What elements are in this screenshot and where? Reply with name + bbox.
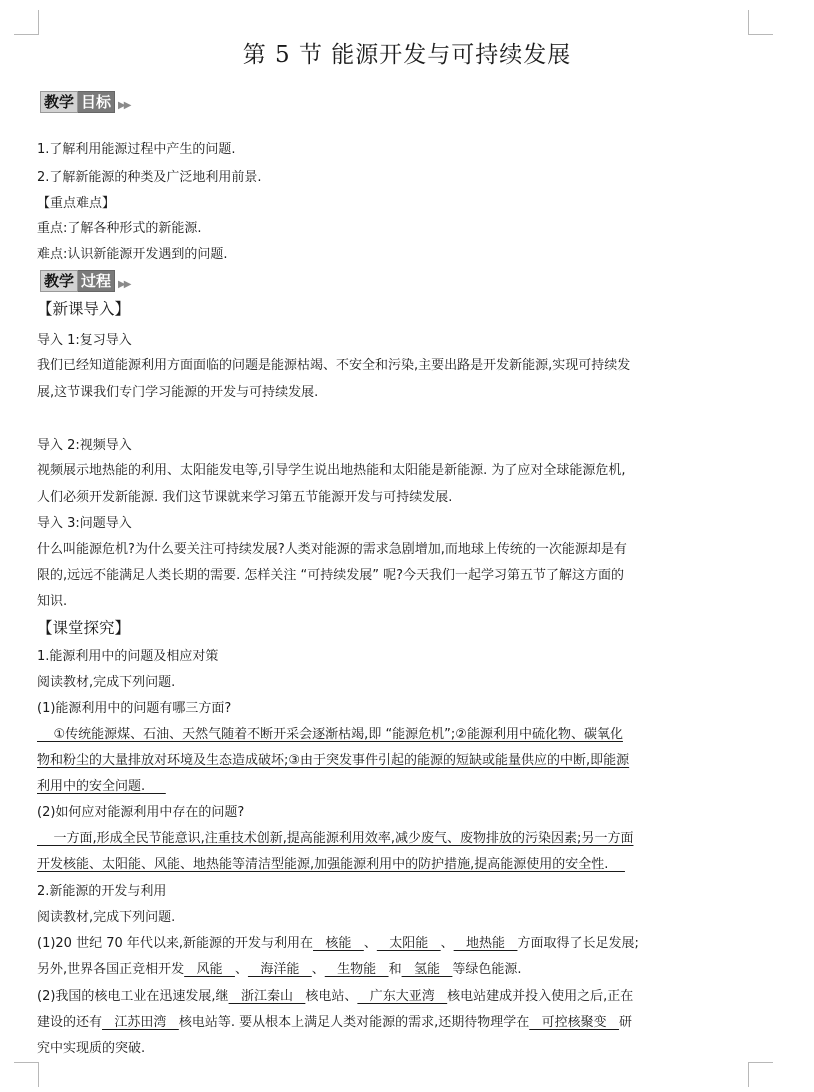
part-2-heading: 2.新能源的开发与利用 bbox=[37, 884, 167, 899]
banner-part-2: 过程 bbox=[78, 270, 115, 292]
banner-part-1: 教学 bbox=[40, 270, 78, 292]
answer-line: ①传统能源煤、石油、天然气随着不断开采会逐渐枯竭,即 “能源危机”;②能源利用中硫化物、碳氧化 bbox=[37, 727, 623, 742]
intro-heading: 【新课导入】 bbox=[37, 300, 131, 318]
paragraph-line: 知识. bbox=[37, 594, 68, 609]
part-1-instruction: 阅读教材,完成下列问题. bbox=[37, 675, 176, 690]
part-1-question-2: (2)如何应对能源利用中存在的问题? bbox=[37, 805, 245, 820]
crop-mark-top-left bbox=[14, 10, 39, 35]
teaching-process-banner bbox=[40, 270, 129, 292]
answer-blank: 风能 bbox=[184, 962, 235, 977]
intro-2-label: 导入 2:视频导入 bbox=[37, 438, 132, 453]
paragraph-line: 限的,远远不能满足人类长期的需要. 怎样关注 “可持续发展” 呢?今天我们一起学习第五节了解这方面的 bbox=[37, 568, 625, 583]
intro-3-label: 导入 3:问题导入 bbox=[37, 516, 132, 531]
part-2-question-1-line-1: (1)20 世纪 70 年代以来,新能源的开发与利用在 核能 、 太阳能 、 地热能 方面取得了长足发展; bbox=[37, 936, 639, 951]
answer-line: 开发核能、太阳能、风能、地热能等清洁型能源,加强能源利用中的防护措施,提高能源使用的安全性. bbox=[37, 857, 625, 872]
answer-blank: 核能 bbox=[313, 936, 364, 951]
part-2-instruction: 阅读教材,完成下列问题. bbox=[37, 910, 176, 925]
crop-mark-bottom-right bbox=[748, 1062, 773, 1087]
answer-blank: 广东大亚湾 bbox=[357, 989, 448, 1004]
answer-blank: 地热能 bbox=[453, 936, 518, 951]
teaching-goal-banner bbox=[40, 91, 129, 113]
answer-blank: 可控核聚变 bbox=[529, 1015, 620, 1030]
paragraph-line: 展,这节课我们专门学习能源的开发与可持续发展. bbox=[37, 385, 319, 400]
answer-blank: 浙江秦山 bbox=[228, 989, 306, 1004]
page-title: 第 5 节 能源开发与可持续发展 bbox=[242, 42, 572, 68]
answer-blank: 太阳能 bbox=[376, 936, 441, 951]
key-difficult-heading: 【重点难点】 bbox=[37, 196, 116, 211]
part-2-question-1-line-2: 另外,世界各国正竞相开发 风能 、 海洋能 、 生物能 和 氢能 等绿色能源. bbox=[37, 962, 522, 977]
part-2-question-2-line-3: 究中实现质的突破. bbox=[37, 1041, 146, 1056]
double-arrow-icon: ▶▶ bbox=[118, 99, 130, 111]
explore-heading: 【课堂探究】 bbox=[37, 619, 131, 637]
part-2-question-2-line-2: 建设的还有 江苏田湾 核电站等. 要从根本上满足人类对能源的需求,还期待物理学在 可控核聚变 研 bbox=[37, 1015, 633, 1030]
answer-line: 一方面,形成全民节能意识,注重技术创新,提高能源利用效率,减少废气、废物排放的污染因素;另一方面 bbox=[37, 831, 634, 846]
double-arrow-icon: ▶▶ bbox=[118, 278, 130, 290]
answer-line: 物和粉尘的大量排放对环境及生态造成破坏;③由于突发事件引起的能源的短缺或能量供应的中断,即能源 bbox=[37, 753, 630, 768]
crop-mark-top-right bbox=[748, 10, 773, 35]
paragraph-line: 我们已经知道能源利用方面面临的问题是能源枯竭、不安全和污染,主要出路是开发新能源,实现可持续发 bbox=[37, 358, 631, 373]
part-1-question-1: (1)能源利用中的问题有哪三方面? bbox=[37, 701, 232, 716]
intro-1-label: 导入 1:复习导入 bbox=[37, 333, 132, 348]
goal-1: 1.了解利用能源过程中产生的问题. bbox=[37, 142, 236, 157]
answer-blank: 氢能 bbox=[401, 962, 453, 977]
goal-2: 2.了解新能源的种类及广泛地利用前景. bbox=[37, 170, 262, 185]
crop-mark-bottom-left bbox=[14, 1062, 39, 1087]
answer-blank: 海洋能 bbox=[247, 962, 312, 977]
key-point: 重点:了解各种形式的新能源. bbox=[37, 221, 202, 236]
part-2-question-2-line-1: (2)我国的核电工业在迅速发展,继 浙江秦山 核电站、 广东大亚湾 核电站建成并投入使用之后,正在 bbox=[37, 989, 634, 1004]
banner-part-1: 教学 bbox=[40, 91, 78, 113]
answer-line: 利用中的安全问题. bbox=[37, 779, 166, 794]
banner-part-2: 目标 bbox=[78, 91, 115, 113]
part-1-heading: 1.能源利用中的问题及相应对策 bbox=[37, 649, 219, 664]
paragraph-line: 什么叫能源危机?为什么要关注可持续发展?人类对能源的需求急剧增加,而地球上传统的一次能源却是有 bbox=[37, 542, 627, 557]
paragraph-line: 人们必须开发新能源. 我们这节课就来学习第五节能源开发与可持续发展. bbox=[37, 490, 453, 505]
answer-blank: 生物能 bbox=[324, 962, 389, 977]
paragraph-line: 视频展示地热能的利用、太阳能发电等,引导学生说出地热能和太阳能是新能源. 为了应对全球能源危机, bbox=[37, 463, 626, 478]
answer-blank: 江苏田湾 bbox=[102, 1015, 179, 1030]
difficult-point: 难点:认识新能源开发遇到的问题. bbox=[37, 247, 228, 262]
